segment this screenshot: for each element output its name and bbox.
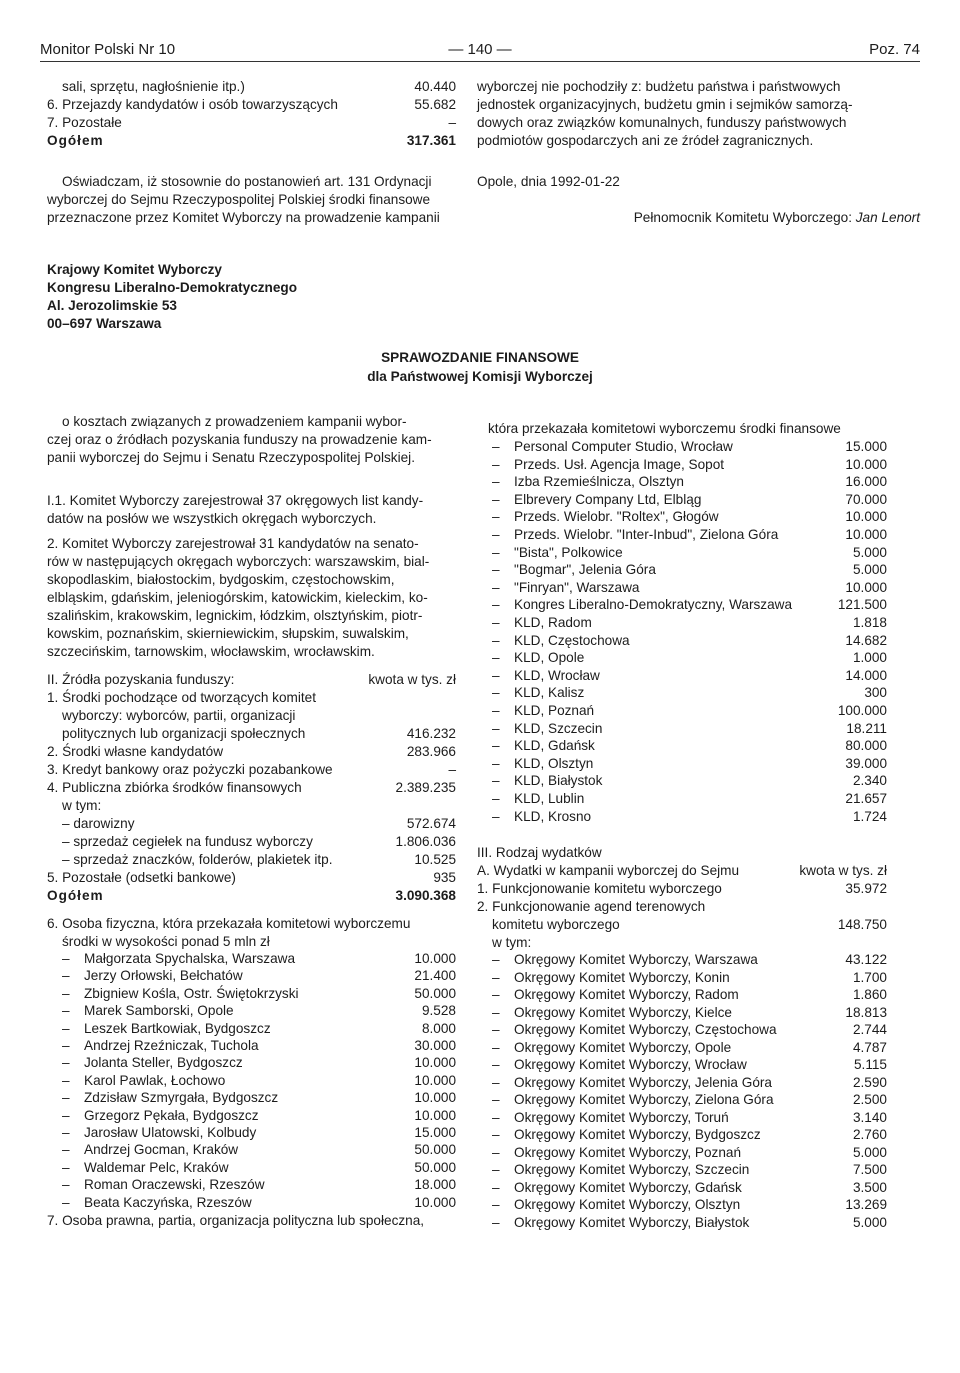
funds-row-value: 935 bbox=[433, 870, 456, 885]
signature bbox=[540, 209, 920, 227]
funds-row-value: 1.806.036 bbox=[395, 834, 456, 849]
funds-row-label: – sprzedaż cegiełek na fundusz wyborczy bbox=[62, 834, 313, 849]
dash-bullet: – bbox=[62, 1107, 70, 1123]
funds-row-label: w tym: bbox=[62, 798, 102, 813]
expenses-heading: III. Rodzaj wydatków bbox=[477, 845, 602, 860]
expenses-row-label: 1. Funkcjonowanie komitetu wyborczego bbox=[477, 881, 722, 896]
district-value: 1.700 bbox=[852, 969, 887, 985]
top-left-row-label: 7. Pozostałe bbox=[47, 115, 122, 130]
funds-row-label: politycznych lub organizacji społecznych bbox=[62, 726, 306, 741]
dash-bullet: – bbox=[492, 509, 500, 525]
district-value: 13.269 bbox=[845, 1197, 887, 1212]
person-name: Karol Pawlak, Łochowo bbox=[84, 1072, 226, 1088]
top-left-total-label: Ogółem bbox=[47, 133, 104, 148]
person-name: Andrzej Gocman, Kraków bbox=[84, 1142, 239, 1158]
dash-bullet: – bbox=[492, 1092, 500, 1107]
dash-bullet: – bbox=[62, 951, 70, 966]
entity-name: KLD, Opole bbox=[514, 650, 585, 666]
dash-bullet: – bbox=[492, 755, 500, 771]
header-rule bbox=[40, 61, 920, 62]
dash-bullet: – bbox=[492, 738, 500, 754]
section-2-line: skopodlaskim, białostockim, bydgoskim, częstochowskim, bbox=[47, 572, 395, 587]
person-value: 8.000 bbox=[421, 1020, 456, 1036]
entity-value: 16.000 bbox=[845, 474, 887, 490]
entity-value: 5.000 bbox=[852, 562, 887, 578]
expenses-row-value: 148.750 bbox=[837, 917, 887, 932]
section-1-line: I.1. Komitet Wyborczy zarejestrował 37 okręgowych list kandy- bbox=[47, 493, 424, 508]
page-number: — 140 — bbox=[448, 41, 512, 58]
funds-total-label: Ogółem bbox=[47, 888, 104, 903]
entity-name: KLD, Poznań bbox=[514, 703, 595, 718]
funds-row-label: – sprzedaż znaczków, folderów, plakietek itp. bbox=[62, 852, 333, 867]
dash-bullet: – bbox=[492, 720, 500, 736]
entity-value: 18.211 bbox=[846, 720, 887, 736]
entity-value: 10.000 bbox=[845, 527, 887, 542]
statement-line: Oświadczam, iż stosownie do postanowień art. 131 Ordynacji bbox=[62, 174, 432, 189]
funds-row-value: 572.674 bbox=[406, 816, 456, 831]
entity-value: 80.000 bbox=[845, 738, 887, 754]
dash-bullet: – bbox=[62, 1159, 70, 1175]
entity-value: 21.657 bbox=[845, 791, 887, 806]
person-name: Małgorzata Spychalska, Warszawa bbox=[84, 951, 296, 966]
district-value: 4.787 bbox=[852, 1039, 887, 1055]
person-value: 50.000 bbox=[414, 1142, 456, 1158]
district-name: Okręgowy Komitet Wyborczy, Szczecin bbox=[514, 1162, 750, 1177]
expenses-row-value: 35.972 bbox=[845, 881, 887, 896]
dash-bullet: – bbox=[492, 773, 500, 789]
district-value: 2.590 bbox=[852, 1074, 887, 1090]
entity-name: KLD, Wrocław bbox=[514, 667, 600, 683]
dash-bullet: – bbox=[492, 527, 500, 542]
district-value: 2.760 bbox=[852, 1127, 887, 1142]
district-value: 43.122 bbox=[845, 952, 887, 967]
person-value: 50.000 bbox=[414, 985, 456, 1001]
section-1-line: datów na posłów we wszystkich okręgach wyborczych. bbox=[47, 511, 377, 526]
dash-bullet: – bbox=[492, 650, 500, 666]
person-name: Zdzisław Szmyrgała, Bydgoszcz bbox=[84, 1090, 279, 1106]
section-2-line: kowskim, poznańskim, skierniewickim, słupskim, suwalskim, bbox=[47, 626, 409, 641]
dash-bullet: – bbox=[492, 1074, 500, 1090]
report-title: SPRAWOZDANIE FINANSOWE bbox=[381, 350, 579, 365]
entity-name: Elbrevery Company Ltd, Elbląg bbox=[514, 491, 702, 507]
dash-bullet: – bbox=[492, 579, 500, 595]
entity-value: 2.340 bbox=[852, 773, 887, 789]
district-name: Okręgowy Komitet Wyborczy, Zielona Góra bbox=[514, 1092, 774, 1107]
entity-name: KLD, Gdańsk bbox=[514, 738, 595, 754]
entity-name: KLD, Częstochowa bbox=[514, 632, 630, 648]
entity-name: KLD, Kalisz bbox=[514, 685, 585, 701]
person-name: Roman Oraczewski, Rzeszów bbox=[84, 1177, 265, 1193]
intro-line: czej oraz o źródłach pozyskania funduszy na prowadzenie kam- bbox=[47, 432, 432, 447]
person-name: Leszek Bartkowiak, Bydgoszcz bbox=[84, 1020, 271, 1036]
entity-name: "Bista", Polkowice bbox=[514, 544, 623, 560]
person-value: 9.528 bbox=[421, 1003, 456, 1019]
person-value: 21.400 bbox=[414, 968, 456, 984]
person-value: 10.000 bbox=[414, 1090, 456, 1106]
district-value: 2.744 bbox=[852, 1022, 887, 1037]
dash-bullet: – bbox=[62, 985, 70, 1001]
expenses-row-label: 2. Funkcjonowanie agend terenowych bbox=[477, 899, 706, 914]
dash-bullet: – bbox=[492, 1109, 500, 1125]
district-name: Okręgowy Komitet Wyborczy, Radom bbox=[514, 987, 739, 1002]
funds-row-label: 5. Pozostałe (odsetki bankowe) bbox=[47, 870, 236, 885]
entity-value: 121.500 bbox=[837, 597, 887, 613]
person-value: 10.000 bbox=[414, 1072, 456, 1088]
district-name: Okręgowy Komitet Wyborczy, Opole bbox=[514, 1039, 732, 1055]
funds-row-label: 2. Środki własne kandydatów bbox=[47, 744, 224, 759]
statement-continued-line: wyborczej nie pochodziły z: budżetu państwa i państwowych bbox=[477, 79, 841, 94]
signature-name: Jan Lenort bbox=[855, 210, 920, 225]
statement-continued-line: jednostek organizacyjnych, budżetu gmin i sejmików samorzą- bbox=[477, 97, 853, 112]
entity-name: KLD, Olsztyn bbox=[514, 755, 594, 771]
dash-bullet: – bbox=[492, 1039, 500, 1055]
dash-bullet: – bbox=[492, 1214, 500, 1230]
dash-bullet: – bbox=[492, 1179, 500, 1195]
entity-value: 1.724 bbox=[852, 808, 887, 824]
district-name: Okręgowy Komitet Wyborczy, Warszawa bbox=[514, 952, 758, 967]
entity-name: Personal Computer Studio, Wrocław bbox=[514, 439, 733, 454]
entity-value: 10.000 bbox=[845, 579, 887, 595]
committee-line: Krajowy Komitet Wyborczy bbox=[47, 262, 222, 277]
top-left-total-value: 317.361 bbox=[406, 133, 456, 148]
district-name: Okręgowy Komitet Wyborczy, Toruń bbox=[514, 1109, 729, 1125]
dash-bullet: – bbox=[492, 562, 500, 578]
entity-value: 1.000 bbox=[852, 650, 887, 666]
entity-value: 10.000 bbox=[845, 509, 887, 525]
dash-bullet: – bbox=[62, 1142, 70, 1158]
entity-name: KLD, Lublin bbox=[514, 791, 585, 806]
dash-bullet: – bbox=[492, 1022, 500, 1037]
entity-name: KLD, Radom bbox=[514, 615, 592, 630]
dash-bullet: – bbox=[492, 1057, 500, 1072]
dash-bullet: – bbox=[492, 952, 500, 967]
funds-unit: kwota w tys. zł bbox=[368, 672, 456, 687]
committee-line: 00–697 Warszawa bbox=[47, 316, 162, 331]
dash-bullet: – bbox=[492, 544, 500, 560]
entity-name: KLD, Białystok bbox=[514, 773, 603, 789]
dash-bullet: – bbox=[62, 1125, 70, 1140]
entity-value: 70.000 bbox=[845, 491, 887, 507]
section-2-line: szczecińskim, tarnowskim, włocławskim, wrocławskim. bbox=[47, 644, 375, 659]
statement-continued-line: podmiotów gospodarczych ani ze źródeł zagranicznych. bbox=[477, 133, 814, 148]
person-value: 10.000 bbox=[414, 1055, 456, 1071]
section-2-line: rów w następujących okręgach wyborczych: warszawskim, bial- bbox=[47, 554, 430, 569]
entity-value: 39.000 bbox=[845, 755, 887, 771]
top-left-row-value: 40.440 bbox=[414, 79, 456, 94]
entity-name: "Bogmar", Jelenia Góra bbox=[514, 562, 656, 578]
top-left-row-label: sali, sprzętu, nagłośnienie itp.) bbox=[62, 79, 245, 94]
dash-bullet: – bbox=[492, 808, 500, 824]
district-value: 5.115 bbox=[853, 1057, 887, 1072]
funds-row-value: 416.232 bbox=[406, 726, 456, 741]
entity-value: 100.000 bbox=[837, 703, 887, 718]
funds-row-value: – bbox=[448, 762, 456, 777]
district-name: Okręgowy Komitet Wyborczy, Bydgoszcz bbox=[514, 1127, 761, 1142]
dash-bullet: – bbox=[492, 474, 500, 490]
funds-row-label: 3. Kredyt bankowy oraz pożyczki pozabankowe bbox=[47, 762, 333, 777]
district-value: 5.000 bbox=[852, 1144, 887, 1160]
expenses-row-label: w tym: bbox=[492, 935, 532, 950]
funds-row-label: 4. Publiczna zbiórka środków finansowych bbox=[47, 780, 302, 795]
district-name: Okręgowy Komitet Wyborczy, Częstochowa bbox=[514, 1022, 777, 1037]
section-2-line: szalińskim, krakowskim, legnickim, łódzkim, olsztyńskim, piotr- bbox=[47, 608, 423, 623]
expenses-row-label: komitetu wyborczego bbox=[492, 917, 620, 932]
position-number: Poz. 74 bbox=[869, 41, 920, 58]
dash-bullet: – bbox=[492, 1197, 500, 1212]
funds-row-value: 10.525 bbox=[414, 852, 456, 867]
person-value: 10.000 bbox=[414, 1107, 456, 1123]
committee-line: Al. Jerozolimskie 53 bbox=[47, 298, 177, 313]
dash-bullet: – bbox=[62, 1055, 70, 1071]
entity-name: Przeds. Wielobr. "Inter-Inbud", Zielona Góra bbox=[514, 527, 779, 542]
funds-row-label: – darowizny bbox=[62, 816, 135, 831]
district-name: Okręgowy Komitet Wyborczy, Gdańsk bbox=[514, 1179, 742, 1195]
district-value: 2.500 bbox=[852, 1092, 887, 1107]
committee-line: Kongresu Liberalno-Demokratycznego bbox=[47, 280, 298, 295]
dash-bullet: – bbox=[492, 597, 500, 613]
district-name: Okręgowy Komitet Wyborczy, Białystok bbox=[514, 1214, 750, 1230]
entity-value: 14.000 bbox=[845, 667, 887, 683]
expenses-a-label: A. Wydatki w kampanii wyborczej do Sejmu bbox=[477, 863, 740, 878]
dash-bullet: – bbox=[62, 968, 70, 984]
section-7-line: 7. Osoba prawna, partia, organizacja polityczna lub społeczna, bbox=[47, 1213, 425, 1228]
entity-name: KLD, Szczecin bbox=[514, 720, 603, 736]
signature-label: Pełnomocnik Komitetu Wyborczego: bbox=[633, 210, 852, 225]
person-name: Waldemar Pelc, Kraków bbox=[84, 1159, 229, 1175]
district-value: 18.813 bbox=[845, 1004, 887, 1020]
top-left-row-value: 55.682 bbox=[414, 97, 456, 112]
person-value: 10.000 bbox=[414, 1194, 456, 1210]
funds-row-label: 1. Środki pochodzące od tworzących komitet bbox=[47, 690, 316, 705]
person-name: Jarosław Ulatowski, Kolbudy bbox=[84, 1125, 257, 1140]
funds-total-value: 3.090.368 bbox=[395, 888, 456, 903]
dash-bullet: – bbox=[492, 969, 500, 985]
person-value: 10.000 bbox=[414, 951, 456, 966]
funds-row-value: 2.389.235 bbox=[395, 780, 456, 795]
district-name: Okręgowy Komitet Wyborczy, Olsztyn bbox=[514, 1197, 741, 1212]
entities-intro: która przekazała komitetowi wyborczemu środki finansowe bbox=[488, 421, 841, 436]
top-left-row-label: 6. Przejazdy kandydatów i osób towarzyszących bbox=[47, 97, 338, 112]
district-value: 3.500 bbox=[852, 1179, 887, 1195]
district-name: Okręgowy Komitet Wyborczy, Konin bbox=[514, 969, 730, 985]
statement-line: przeznaczone przez Komitet Wyborczy na prowadzenie kampanii bbox=[47, 210, 440, 225]
dash-bullet: – bbox=[492, 632, 500, 648]
entity-name: Przeds. Wielobr. "Roltex", Głogów bbox=[514, 509, 719, 525]
district-name: Okręgowy Komitet Wyborczy, Kielce bbox=[514, 1004, 732, 1020]
dash-bullet: – bbox=[492, 1004, 500, 1020]
dash-bullet: – bbox=[492, 685, 500, 701]
top-left-row-value: – bbox=[448, 115, 456, 130]
person-value: 15.000 bbox=[414, 1125, 456, 1140]
person-name: Grzegorz Pękała, Bydgoszcz bbox=[84, 1107, 259, 1123]
dash-bullet: – bbox=[492, 456, 500, 472]
dash-bullet: – bbox=[492, 439, 500, 454]
statement-line: wyborczej do Sejmu Rzeczypospolitej Polskiej środki finansowe bbox=[47, 192, 431, 207]
entity-value: 15.000 bbox=[845, 439, 887, 454]
entity-value: 14.682 bbox=[845, 632, 887, 648]
dash-bullet: – bbox=[62, 1177, 70, 1193]
funds-row-value: 283.966 bbox=[406, 744, 456, 759]
dash-bullet: – bbox=[492, 615, 500, 630]
expenses-unit: kwota w tys. zł bbox=[799, 863, 887, 878]
dash-bullet: – bbox=[492, 1162, 500, 1177]
report-subtitle: dla Państwowej Komisji Wyborczej bbox=[367, 369, 593, 384]
entity-name: Przeds. Usł. Agencja Image, Sopot bbox=[514, 456, 725, 472]
statement-continued-line: dowych oraz związków komunalnych, funduszy państwowych bbox=[477, 115, 847, 130]
entity-value: 1.818 bbox=[852, 615, 887, 630]
person-value: 30.000 bbox=[414, 1038, 456, 1053]
district-name: Okręgowy Komitet Wyborczy, Jelenia Góra bbox=[514, 1074, 772, 1090]
person-name: Zbigniew Kośla, Ostr. Świętokrzyski bbox=[84, 985, 299, 1001]
entity-value: 10.000 bbox=[845, 456, 887, 472]
entity-name: KLD, Krosno bbox=[514, 808, 592, 824]
district-value: 1.860 bbox=[852, 987, 887, 1002]
dash-bullet: – bbox=[492, 1127, 500, 1142]
person-name: Marek Samborski, Opole bbox=[84, 1003, 234, 1019]
person-value: 50.000 bbox=[414, 1159, 456, 1175]
district-name: Okręgowy Komitet Wyborczy, Poznań bbox=[514, 1144, 742, 1160]
person-name: Andrzej Rzeźniczak, Tuchola bbox=[84, 1038, 259, 1053]
district-value: 7.500 bbox=[852, 1162, 887, 1177]
dash-bullet: – bbox=[62, 1038, 70, 1053]
entity-value: 5.000 bbox=[852, 544, 887, 560]
person-name: Beata Kaczyńska, Rzeszów bbox=[84, 1194, 252, 1210]
district-value: 5.000 bbox=[852, 1214, 887, 1230]
dash-bullet: – bbox=[62, 1090, 70, 1106]
entity-name: "Finryan", Warszawa bbox=[514, 579, 640, 595]
dash-bullet: – bbox=[492, 987, 500, 1002]
dash-bullet: – bbox=[62, 1020, 70, 1036]
funds-row-label: wyborczy: wyborców, partii, organizacji bbox=[62, 708, 296, 723]
section-6-line: 6. Osoba fizyczna, która przekazała komitetowi wyborczemu bbox=[47, 916, 411, 931]
district-value: 3.140 bbox=[852, 1109, 887, 1125]
person-value: 18.000 bbox=[414, 1177, 456, 1193]
place-date: Opole, dnia 1992-01-22 bbox=[477, 174, 620, 189]
person-name: Jerzy Orłowski, Bełchatów bbox=[84, 968, 243, 984]
entity-name: Kongres Liberalno-Demokratyczny, Warszawa bbox=[514, 597, 793, 613]
entity-value: 300 bbox=[864, 685, 887, 701]
dash-bullet: – bbox=[492, 791, 500, 806]
section-2-line: elbląskim, gdańskim, jeleniogórskim, katowickim, kieleckim, ko- bbox=[47, 590, 428, 605]
funds-heading: II. Źródła pozyskania funduszy: bbox=[47, 672, 235, 687]
dash-bullet: – bbox=[492, 703, 500, 718]
intro-line: o kosztach związanych z prowadzeniem kampanii wybor- bbox=[62, 414, 407, 429]
dash-bullet: – bbox=[62, 1003, 70, 1019]
dash-bullet: – bbox=[62, 1194, 70, 1210]
journal-title: Monitor Polski Nr 10 bbox=[40, 41, 176, 58]
dash-bullet: – bbox=[492, 491, 500, 507]
section-6-line: środki w wysokości ponad 5 mln zł bbox=[62, 934, 270, 949]
section-2-line: 2. Komitet Wyborczy zarejestrował 31 kandydatów na senato- bbox=[47, 536, 419, 551]
district-name: Okręgowy Komitet Wyborczy, Wrocław bbox=[514, 1057, 747, 1072]
entity-name: Izba Rzemieślnicza, Olsztyn bbox=[514, 474, 684, 490]
dash-bullet: – bbox=[492, 667, 500, 683]
intro-line: panii wyborczej do Sejmu i Senatu Rzeczypospolitej Polskiej. bbox=[47, 450, 415, 465]
person-name: Jolanta Steller, Bydgoszcz bbox=[84, 1055, 243, 1071]
dash-bullet: – bbox=[62, 1072, 70, 1088]
dash-bullet: – bbox=[492, 1144, 500, 1160]
